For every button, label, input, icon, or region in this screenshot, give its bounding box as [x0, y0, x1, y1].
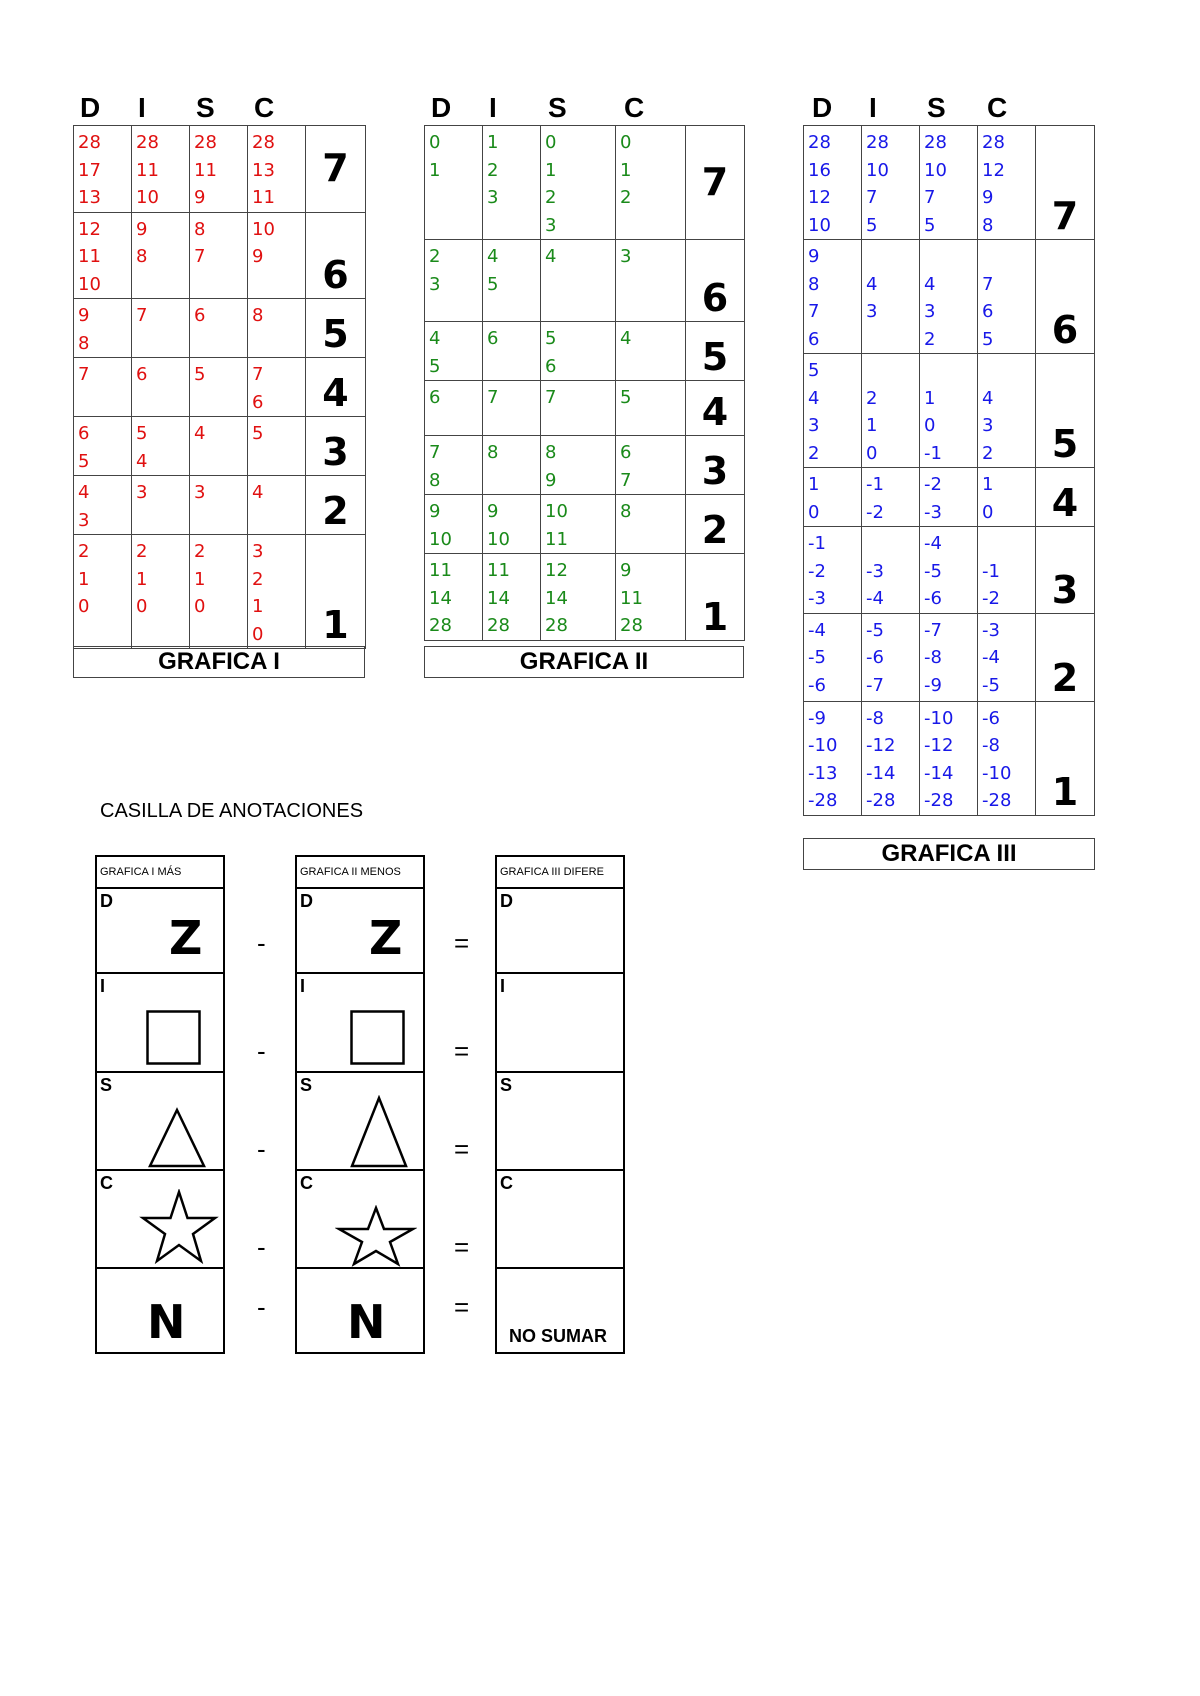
- cell-c: 7 6: [248, 358, 306, 417]
- cell-s: -4 -5 -6: [920, 527, 978, 614]
- cell-i: -8 -12 -14 -28: [862, 701, 920, 815]
- table-row: [425, 495, 745, 554]
- annotations-caption: CASILLA DE ANOTACIONES: [100, 800, 364, 822]
- column-header: GRAFICA I MÁS: [97, 857, 223, 889]
- cell-c[interactable]: [297, 1171, 423, 1269]
- header-s: S: [196, 92, 215, 123]
- cell-s: 0 1 2 3: [541, 126, 616, 240]
- table-row: [425, 126, 745, 240]
- minus-sign: -: [257, 1134, 266, 1164]
- level-label: 1: [306, 535, 366, 649]
- cell-i[interactable]: [297, 974, 423, 1073]
- row-label: D: [500, 891, 513, 911]
- table-row: [74, 126, 366, 213]
- grafica-1-table: [73, 125, 366, 649]
- column-header: GRAFICA III DIFERE: [497, 857, 623, 889]
- cell-d: 28 16 12 10: [804, 126, 862, 240]
- minus-sign: -: [257, 1036, 266, 1066]
- cell-s: 28 10 7 5: [920, 126, 978, 240]
- cell-i: 6: [132, 358, 190, 417]
- cell-i: 2 1 0: [862, 354, 920, 468]
- cell-s: 10 11: [541, 495, 616, 554]
- equals-sign: =: [454, 928, 470, 958]
- cell-i: -3 -4: [862, 527, 920, 614]
- cell-c[interactable]: [97, 1171, 223, 1269]
- cell-c: 4: [248, 476, 306, 535]
- cell-c: 0 1 2: [616, 126, 686, 240]
- cell-s: 8 7: [190, 212, 248, 299]
- cell-s: -10 -12 -14 -28: [920, 701, 978, 815]
- header-d: D: [431, 92, 452, 123]
- equals-sign: =: [454, 1232, 470, 1262]
- row-label: I: [300, 976, 306, 996]
- n-symbol: N: [147, 1295, 186, 1349]
- cell-c: 4: [616, 322, 686, 381]
- cell-d: 7: [74, 358, 132, 417]
- row-label: I: [500, 976, 506, 996]
- level-label: 7: [1036, 126, 1095, 240]
- level-label: 4: [686, 381, 745, 436]
- cell-c: 5: [248, 417, 306, 476]
- z-symbol: Z: [169, 911, 203, 965]
- cell-d: 9 10: [425, 495, 483, 554]
- square-icon: [350, 1010, 406, 1066]
- cell-i[interactable]: [97, 974, 223, 1073]
- cell-i: 28 10 7 5: [862, 126, 920, 240]
- level-label: 6: [1036, 240, 1095, 354]
- level-label: 3: [686, 436, 745, 495]
- table-row: [804, 240, 1095, 354]
- cell-c: 8: [616, 495, 686, 554]
- header-i: I: [138, 92, 146, 123]
- annotation-column-grafica-2: [295, 855, 425, 1354]
- column-header: GRAFICA II MENOS: [297, 857, 423, 889]
- cell-c: 3 2 1 0: [248, 535, 306, 649]
- table-row: [804, 701, 1095, 815]
- cell-d: -9 -10 -13 -28: [804, 701, 862, 815]
- cell-d: 6 5: [74, 417, 132, 476]
- header-i: I: [489, 92, 497, 123]
- cell-i: 9 10: [483, 495, 541, 554]
- cell-c: -1 -2: [978, 527, 1036, 614]
- level-label: 6: [686, 240, 745, 322]
- cell-d: -4 -5 -6: [804, 613, 862, 701]
- no-sumar-label: NO SUMAR: [509, 1326, 607, 1346]
- header-c: C: [254, 92, 275, 123]
- square-icon: [146, 1010, 202, 1066]
- level-label: 2: [686, 495, 745, 554]
- cell-c: 8: [248, 299, 306, 358]
- cell-d: 6: [425, 381, 483, 436]
- annotation-column-grafica-1: [95, 855, 225, 1354]
- row-label: C: [100, 1173, 113, 1193]
- level-label: 5: [306, 299, 366, 358]
- cell-i: 7: [132, 299, 190, 358]
- cell-c: 10 9: [248, 212, 306, 299]
- grafica-3-title: GRAFICA III: [803, 838, 1095, 870]
- row-label: D: [100, 891, 113, 911]
- result-cell-d[interactable]: [497, 889, 623, 974]
- table-row: [74, 417, 366, 476]
- annotation-column-grafica-3: [495, 855, 625, 1354]
- cell-i: 4 5: [483, 240, 541, 322]
- cell-c: -3 -4 -5: [978, 613, 1036, 701]
- table-row: [74, 476, 366, 535]
- cell-d: 4 3: [74, 476, 132, 535]
- cell-s: 5: [190, 358, 248, 417]
- table-row: [74, 212, 366, 299]
- level-label: 1: [1036, 701, 1095, 815]
- star-icon: [335, 1205, 417, 1267]
- header-c: C: [987, 92, 1008, 123]
- cell-s: 8 9: [541, 436, 616, 495]
- row-label: C: [500, 1173, 513, 1193]
- row-label: D: [300, 891, 313, 911]
- cell-c: -6 -8 -10 -28: [978, 701, 1036, 815]
- z-symbol: Z: [369, 911, 403, 965]
- cell-s: 2 1 0: [190, 535, 248, 649]
- cell-s: 3: [190, 476, 248, 535]
- level-label: 5: [686, 322, 745, 381]
- cell-c: 4 3 2: [978, 354, 1036, 468]
- cell-d: 4 5: [425, 322, 483, 381]
- cell-i: 8: [483, 436, 541, 495]
- table-row: [425, 436, 745, 495]
- cell-s: 12 14 28: [541, 554, 616, 641]
- cell-n[interactable]: [97, 1269, 223, 1353]
- row-label: I: [100, 976, 106, 996]
- cell-i: 4 3: [862, 240, 920, 354]
- n-symbol: N: [347, 1295, 386, 1349]
- cell-n[interactable]: [297, 1269, 423, 1353]
- cell-i: 3: [132, 476, 190, 535]
- triangle-icon: [147, 1107, 207, 1169]
- cell-d: 9 8 7 6: [804, 240, 862, 354]
- table-row: [74, 358, 366, 417]
- header-s: S: [927, 92, 946, 123]
- cell-d: 1 0: [804, 468, 862, 527]
- triangle-icon: [349, 1095, 409, 1169]
- cell-i: 9 8: [132, 212, 190, 299]
- cell-d: 28 17 13: [74, 126, 132, 213]
- level-label: 3: [306, 417, 366, 476]
- cell-c: 6 7: [616, 436, 686, 495]
- cell-s[interactable]: [297, 1073, 423, 1171]
- minus-sign: -: [257, 1232, 266, 1262]
- cell-s: 28 11 9: [190, 126, 248, 213]
- cell-d: 9 8: [74, 299, 132, 358]
- cell-i: 28 11 10: [132, 126, 190, 213]
- level-label: 2: [1036, 613, 1095, 701]
- cell-c: 5: [616, 381, 686, 436]
- table-row: [804, 354, 1095, 468]
- cell-s[interactable]: [97, 1073, 223, 1171]
- level-label: 6: [306, 212, 366, 299]
- level-label: 4: [306, 358, 366, 417]
- cell-c: 28 12 9 8: [978, 126, 1036, 240]
- cell-c: 9 11 28: [616, 554, 686, 641]
- row-label: S: [500, 1075, 513, 1095]
- result-cell-s[interactable]: [497, 1073, 623, 1171]
- cell-c: 7 6 5: [978, 240, 1036, 354]
- result-cell-n[interactable]: [497, 1269, 623, 1353]
- cell-s: 7: [541, 381, 616, 436]
- level-label: 2: [306, 476, 366, 535]
- cell-i: -1 -2: [862, 468, 920, 527]
- level-label: 1: [686, 554, 745, 641]
- row-label: S: [100, 1075, 113, 1095]
- header-s: S: [548, 92, 567, 123]
- cell-c: 28 13 11: [248, 126, 306, 213]
- cell-d: 0 1: [425, 126, 483, 240]
- cell-s: -2 -3: [920, 468, 978, 527]
- cell-s: 4: [541, 240, 616, 322]
- table-row: [804, 126, 1095, 240]
- level-label: 7: [306, 126, 366, 213]
- grafica-2-table: [424, 125, 745, 641]
- table-row: [74, 299, 366, 358]
- cell-d: 2 1 0: [74, 535, 132, 649]
- cell-i: 5 4: [132, 417, 190, 476]
- cell-d[interactable]: [97, 889, 223, 974]
- cell-s: 5 6: [541, 322, 616, 381]
- cell-d: -1 -2 -3: [804, 527, 862, 614]
- cell-s: -7 -8 -9: [920, 613, 978, 701]
- row-label: S: [300, 1075, 313, 1095]
- cell-d: 11 14 28: [425, 554, 483, 641]
- minus-sign: -: [257, 1292, 266, 1322]
- equals-sign: =: [454, 1292, 470, 1322]
- cell-d[interactable]: [297, 889, 423, 974]
- cell-i: 6: [483, 322, 541, 381]
- grafica-1-title: GRAFICA I: [73, 646, 365, 678]
- header-d: D: [80, 92, 101, 123]
- cell-d: 7 8: [425, 436, 483, 495]
- equals-sign: =: [454, 1134, 470, 1164]
- table-row: [425, 554, 745, 641]
- header-d: D: [812, 92, 833, 123]
- level-label: 5: [1036, 354, 1095, 468]
- cell-c: 3: [616, 240, 686, 322]
- level-label: 7: [686, 126, 745, 240]
- cell-s: 4 3 2: [920, 240, 978, 354]
- table-row: [804, 468, 1095, 527]
- cell-s: 6: [190, 299, 248, 358]
- equals-sign: =: [454, 1036, 470, 1066]
- cell-i: -5 -6 -7: [862, 613, 920, 701]
- cell-s: 1 0 -1: [920, 354, 978, 468]
- table-row: [74, 535, 366, 649]
- cell-d: 12 11 10: [74, 212, 132, 299]
- row-label: C: [300, 1173, 313, 1193]
- cell-i: 1 2 3: [483, 126, 541, 240]
- grafica-3-table: [803, 125, 1095, 816]
- result-cell-c[interactable]: [497, 1171, 623, 1269]
- cell-d: 5 4 3 2: [804, 354, 862, 468]
- cell-i: 11 14 28: [483, 554, 541, 641]
- table-row: [425, 322, 745, 381]
- cell-s: 4: [190, 417, 248, 476]
- star-icon: [139, 1189, 219, 1265]
- cell-i: 7: [483, 381, 541, 436]
- table-row: [425, 381, 745, 436]
- header-i: I: [869, 92, 877, 123]
- result-cell-i[interactable]: [497, 974, 623, 1073]
- level-label: 3: [1036, 527, 1095, 614]
- grafica-2-title: GRAFICA II: [424, 646, 744, 678]
- level-label: 4: [1036, 468, 1095, 527]
- table-row: [425, 240, 745, 322]
- cell-d: 2 3: [425, 240, 483, 322]
- cell-c: 1 0: [978, 468, 1036, 527]
- minus-sign: -: [257, 928, 266, 958]
- table-row: [804, 527, 1095, 614]
- cell-i: 2 1 0: [132, 535, 190, 649]
- header-c: C: [624, 92, 645, 123]
- table-row: [804, 613, 1095, 701]
